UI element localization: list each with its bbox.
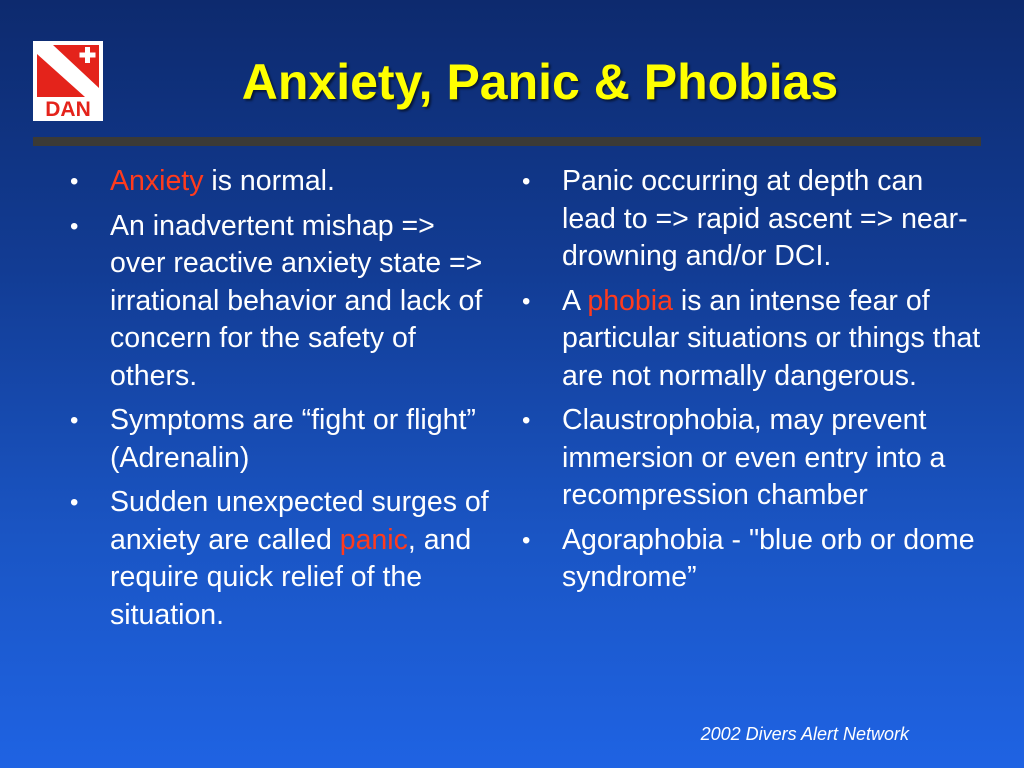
- item-text: , and require quick relief of the situation.: [110, 523, 472, 631]
- bullet-icon: •: [70, 489, 79, 516]
- item-text: is normal.: [203, 165, 335, 197]
- item-text: A: [562, 284, 588, 317]
- title-divider: [33, 137, 981, 146]
- bullet-icon: •: [522, 168, 531, 195]
- bullet-icon: •: [70, 168, 79, 195]
- item-text: Symptoms are “fight or flight” (Adrenalin): [110, 404, 476, 474]
- bullet-icon: •: [522, 407, 531, 434]
- list-item: [522, 402, 982, 515]
- item-text: Claustrophobia, may prevent immersion or even entry into a recompression chamber: [562, 404, 946, 511]
- slide-title: Anxiety, Panic & Phobias: [241, 54, 839, 110]
- list-item: [522, 283, 982, 396]
- list-item: [522, 522, 982, 597]
- item-text: Sudden unexpected surges of anxiety are called: [110, 486, 489, 556]
- list-item: [70, 208, 490, 396]
- bullet-icon: •: [70, 212, 79, 240]
- list-item: [70, 484, 490, 634]
- dan-logo-text: DAN: [45, 98, 91, 121]
- item-text: Panic occurring at depth can lead to => rapid ascent => near-drowning and/or DCI.: [562, 165, 968, 272]
- highlight-term: phobia: [587, 284, 673, 317]
- bullet-icon: •: [70, 407, 79, 434]
- item-text: Agoraphobia - "blue orb or dome syndrome”: [562, 523, 975, 593]
- item-text: is an intense fear of particular situations or things that are not normally dangerous.: [562, 284, 981, 392]
- item-text: An inadvertent mishap => over reactive anxiety state => irrational behavior and lack of concern for the safety of others.: [110, 209, 483, 392]
- highlight-term: panic: [339, 523, 408, 556]
- bullet-icon: •: [522, 287, 531, 315]
- footer-credit: 2002 Divers Alert Network: [700, 724, 909, 744]
- list-item: [70, 402, 490, 477]
- left-bullet-list: [70, 163, 490, 641]
- highlight-term: Anxiety: [110, 165, 204, 197]
- right-bullet-list: [522, 163, 982, 604]
- dan-logo-icon: [33, 41, 103, 121]
- bullet-icon: •: [522, 526, 531, 554]
- list-item: [70, 163, 490, 201]
- dan-logo: [33, 41, 103, 121]
- list-item: [522, 163, 982, 276]
